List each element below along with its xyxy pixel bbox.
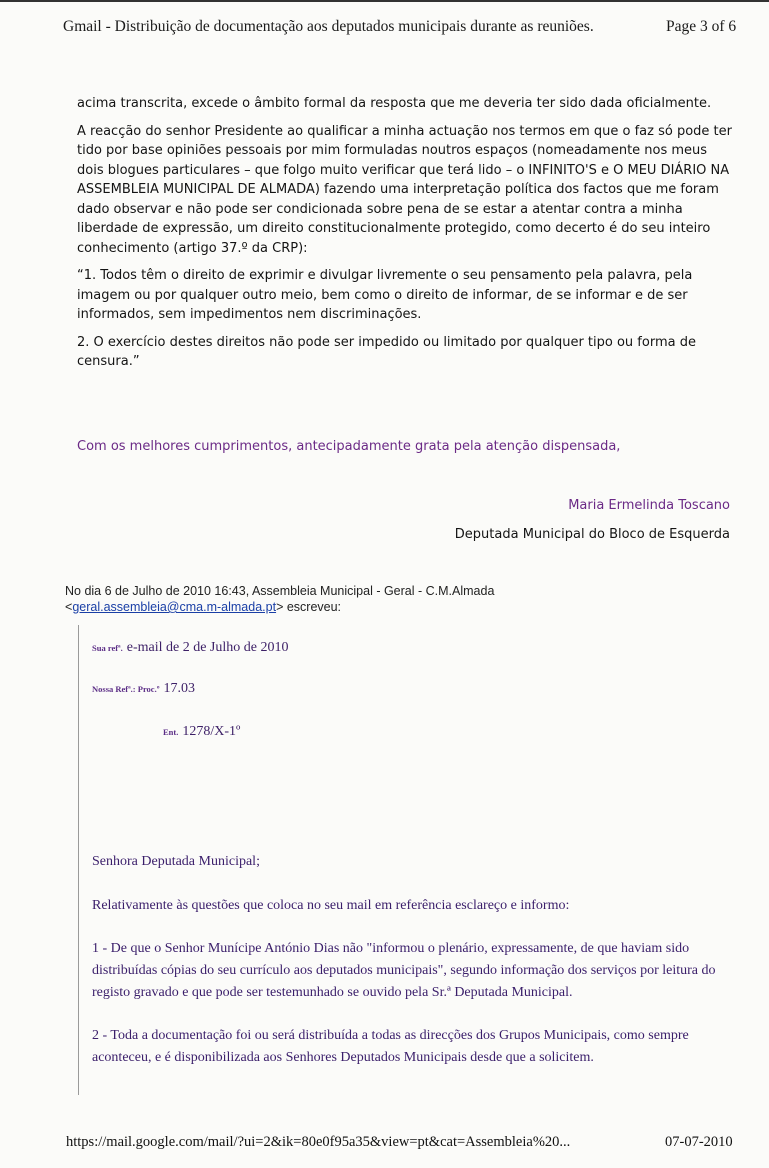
ref-nossa-value: 17.03 — [163, 681, 196, 696]
letter-item-2: 2 - Toda a documentação foi ou será distribuída a todas as direcções dos Grupos Municipais, como sempre aconteceu, e é disponibilizada aos Senhores Deputados Municipais desde que a solicitem. — [92, 1028, 689, 1065]
quote-header — [65, 583, 705, 615]
page-title: Gmail - Distribuição de documentação aos deputados municipais durante as reuniões. — [63, 18, 594, 35]
letter-salutation: Senhora Deputada Municipal; — [92, 854, 260, 869]
ref-nossa — [92, 679, 195, 697]
signature-role: Deputada Municipal do Bloco de Esquerda — [454, 527, 730, 542]
ref-ent — [163, 722, 240, 740]
footer-url: https://mail.google.com/mail/?ui=2&ik=80e0f95a35&view=pt&cat=Assembleia%20... — [66, 1134, 571, 1150]
quote-intro: No dia 6 de Julho de 2010 16:43, Assembleia Municipal - Geral - C.M.Almada — [65, 584, 495, 598]
letter-item-1: 1 - De que o Senhor Munícipe António Dias não "informou o plenário, expressamente, de que haviam sido distribuídas cópias do seu currículo aos deputados municipais", segundo informação dos serviços por leitura do registo gravado e que pode ser testemunhado se ouvido pela Sr.ª Deputada Municipal. — [92, 941, 716, 1000]
message-body — [77, 94, 737, 380]
ref-nossa-label: Nossa Refª.: Proc.º — [92, 684, 160, 694]
sender-email-link[interactable]: geral.assembleia@cma.m-almada.pt — [72, 600, 277, 614]
footer-date: 07-07-2010 — [665, 1134, 733, 1150]
paragraph-2: A reacção do senhor Presidente ao qualificar a minha actuação nos termos em que o faz só pode ter tido por base opiniões pessoais por mim formuladas noutros espaços (nomeadamente nos meus dois blogues particulares – que folgo muito verificar que terá lido – o INFINITO'S e O MEU DIÁRIO NA ASSEMBLEIA MUNICIPAL DE ALMADA) fazendo uma interpretação política dos factos que me foram dado observar e não pode ser condicionada sobre pena de se estar a atentar contra a minha liberdade de expressão, um direito constitucionalmente protegido, como decerto é do seu inteiro conhecimento (artigo 37.º da CRP): — [77, 123, 732, 256]
letter-intro: Relativamente às questões que coloca no seu mail em referência esclareço e informo: — [92, 898, 570, 913]
email-bracket-open: < — [65, 600, 73, 614]
paragraph-4: 2. O exercício destes direitos não pode ser impedido ou limitado por qualquer tipo ou forma de censura.” — [77, 334, 696, 369]
closing-line: Com os melhores cumprimentos, antecipadamente grata pela atenção dispensada, — [77, 439, 621, 454]
ref-ent-value: 1278/X-1º — [182, 724, 241, 739]
page-number: Page 3 of 6 — [666, 18, 737, 35]
email-bracket-close: > escreveu: — [276, 600, 342, 614]
paragraph-3: “1. Todos têm o direito de exprimir e divulgar livremente o seu pensamento pela palavra, pela imagem ou por qualquer outro meio, bem como o direito de informar, de se informar e de ser informados, sem impedimentos nem discriminações. — [77, 268, 693, 322]
ref-ent-label: Ent. — [163, 727, 179, 737]
top-border — [0, 0, 769, 2]
ref-sua-label: Sua refª. — [92, 643, 123, 653]
paragraph-1: acima transcrita, excede o âmbito formal da resposta que me deveria ter sido dada oficialmente. — [77, 96, 712, 111]
quote-sender-line — [65, 599, 705, 615]
signature-name: Maria Ermelinda Toscano — [568, 498, 730, 513]
ref-sua — [92, 638, 288, 656]
ref-sua-value: e-mail de 2 de Julho de 2010 — [126, 640, 289, 655]
quote-bar — [78, 625, 79, 1095]
